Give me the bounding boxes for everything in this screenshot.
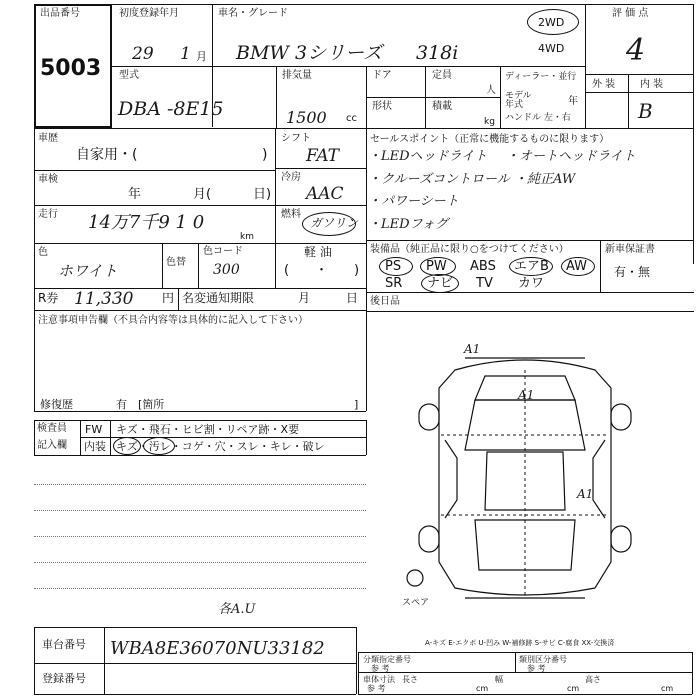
displacement-unit: cc [346, 113, 357, 124]
ac-value: AAC [306, 184, 344, 204]
color-code-value: 300 [213, 262, 240, 278]
fuel-diesel: 軽 油 [304, 245, 332, 259]
shift-value: FAT [306, 146, 340, 166]
equip-airbag-circle [509, 257, 553, 276]
equip-tv: TV [476, 276, 493, 291]
grade-value: 318i [416, 42, 459, 64]
drive-2wd: 2WD [538, 16, 565, 29]
fuel-circle [302, 212, 359, 236]
inspection-month: 月( [193, 187, 212, 202]
reg-label: 登録番号 [42, 672, 86, 685]
int-value: B [638, 99, 653, 123]
drive-2wd-circle [527, 9, 579, 35]
model-year-unit: 年 [568, 96, 578, 107]
history-close: ) [262, 147, 268, 163]
equip-sr: SR [385, 276, 403, 291]
equip-pw: PW [426, 259, 447, 274]
model-name-value: BMW 3シリーズ [236, 42, 383, 64]
frame-right [693, 4, 694, 264]
history-label: 車歴 [38, 133, 58, 144]
inspector-label-2: 記入欄 [37, 440, 67, 451]
warranty-value: 有・無 [614, 265, 651, 279]
first-reg-month-unit: 月 [196, 50, 207, 63]
equip-airbag: エアB [514, 259, 549, 274]
fw-label: FW [85, 423, 103, 436]
inspection-year: 年 [128, 187, 142, 202]
rear-seat-label: 後日品 [370, 296, 400, 307]
recycle-label: R券 [38, 291, 59, 305]
diagram-mark-a1-side: A1 [577, 487, 594, 501]
notes-label: 注意事項申告欄（不具合内容等は具体的に記入して下さい） [38, 315, 308, 326]
warranty-label: 新車保証書 [605, 244, 655, 255]
mileage-unit: km [240, 232, 254, 242]
frame-top [34, 4, 694, 5]
transfer-day: 日 [346, 291, 359, 305]
class-label: 分類指定番号 [363, 655, 411, 664]
history-value: 自家用・( [76, 147, 138, 163]
first-reg-label: 初度登録年月 [119, 8, 179, 19]
chassis-value: WBA8E36070NU33182 [110, 638, 325, 659]
diagram-mark-a1-top: A1 [464, 342, 481, 356]
transfer-month: 月 [298, 291, 311, 305]
fuel-paren-open: ( [284, 263, 290, 278]
equip-ps-circle [379, 257, 413, 276]
capacity-label: 定員 [432, 70, 452, 81]
inspection-day: 日) [253, 187, 272, 202]
repair-place: [箇所 [138, 398, 165, 411]
color-code-label: 色コード [203, 246, 243, 257]
repair-label: 修復歴 [40, 398, 73, 411]
inspector-label-1: 検査員 [37, 423, 67, 434]
equip-leather: カワ [518, 276, 545, 291]
handle-label: ハンドル 左・右 [505, 113, 571, 123]
dealer-label: ディーラー・並行 [505, 72, 577, 82]
color-change-label: 色替 [166, 257, 186, 268]
color-label: 色 [38, 247, 48, 258]
first-reg-month-value: 1 [180, 44, 191, 64]
shift-label: シフト [281, 133, 311, 144]
lot-label: 出品番号 [40, 8, 80, 19]
selling-point-5: ・パワーシート [368, 194, 459, 209]
ext-label: 外 装 [592, 79, 616, 90]
selling-point-3: ・クルーズコントロール [368, 172, 510, 187]
interior-kizu-circle [113, 437, 141, 455]
transfer-label: 名変通知期限 [182, 291, 255, 305]
damage-legend: A-キズ E-エクボ U-凹み W-補修跡 S-サビ C-腐食 XX-交換済 [425, 639, 615, 647]
body-ref: 参 考 [367, 684, 386, 693]
equipment-label: 装備品（純正品に限り○をつけてください） [370, 244, 569, 255]
selling-point-1: ・LEDヘッドライト [368, 149, 488, 164]
diagram-mark-a1-roof: A1 [518, 388, 535, 402]
class-ref: 参 考 [371, 664, 390, 673]
score-value: 4 [626, 33, 646, 68]
car-diagram [405, 340, 645, 610]
int-label: 内 装 [640, 79, 664, 90]
lot-number: 5003 [40, 56, 102, 81]
height-unit: cm [661, 684, 674, 693]
spare-label: スペア [402, 598, 430, 608]
body-label: 車体寸法 [363, 675, 395, 684]
fuel-label: 燃料 [281, 209, 301, 220]
load-label: 積載 [432, 101, 452, 112]
fuel-paren-dot: ・ [315, 263, 329, 278]
first-reg-year: 29 [132, 44, 154, 64]
height-label: 高さ [585, 675, 601, 684]
type-class-ref: 参 考 [527, 664, 546, 673]
drive-4wd: 4WD [538, 42, 565, 55]
equip-navi-circle [421, 274, 459, 293]
mileage-label: 走行 [38, 209, 58, 220]
type-class-label: 類別区分番号 [519, 655, 567, 664]
interior-label: 内装 [84, 440, 106, 453]
equip-navi: ナビ [427, 276, 454, 291]
repair-close: ] [354, 398, 359, 411]
displacement-value: 1500 [286, 108, 327, 127]
color-value: ホワイト [58, 262, 118, 280]
selling-point-2: ・オートヘッドライト [506, 149, 636, 164]
equip-ps: PS [385, 259, 402, 274]
displacement-label: 排気量 [282, 70, 312, 81]
equip-aw: AW [566, 259, 588, 274]
type-label: 型式 [119, 70, 139, 81]
selling-point-6: ・LEDフォグ [368, 217, 448, 232]
load-unit: kg [484, 117, 495, 127]
inspector-note: 各A.U [218, 602, 256, 617]
type-value: DBA -8E15 [118, 98, 224, 120]
width-label: 幅 [495, 675, 503, 684]
recycle-value: 11,330 [74, 289, 134, 309]
length-unit: cm [476, 684, 489, 693]
door-label: ドア [372, 70, 392, 81]
interior-items: キズ・汚レ・コゲ・穴・スレ・キレ・破レ [116, 440, 325, 453]
mileage-value: 14万7千9 1 0 [88, 212, 205, 233]
chassis-label: 車台番号 [42, 638, 86, 651]
equip-abs: ABS [470, 259, 496, 274]
shape-label: 形状 [372, 101, 392, 112]
inspection-label: 車検 [38, 174, 58, 185]
ac-label: 冷房 [281, 172, 301, 183]
repair-has: 有 [116, 398, 127, 411]
interior-yogore-circle [143, 437, 175, 455]
fuel-value: ガソリン [310, 216, 359, 230]
fw-items: キズ・飛石・ヒビ割・リペア跡・X要 [116, 423, 300, 436]
fuel-paren-close: ) [354, 263, 360, 278]
capacity-unit: 人 [486, 85, 496, 96]
length-label: 長さ [402, 675, 418, 684]
model-name-label: 車名・グレード [218, 8, 288, 19]
score-label: 評 価 点 [612, 8, 649, 19]
selling-points-label: セールスポイント（正常に機能するものに限ります） [370, 134, 610, 145]
model-year-label: モデル 年式 [505, 91, 532, 110]
selling-point-4: ・純正AW [514, 172, 576, 187]
recycle-unit: 円 [162, 291, 175, 305]
equip-aw-circle [561, 257, 595, 276]
width-unit: cm [567, 684, 580, 693]
